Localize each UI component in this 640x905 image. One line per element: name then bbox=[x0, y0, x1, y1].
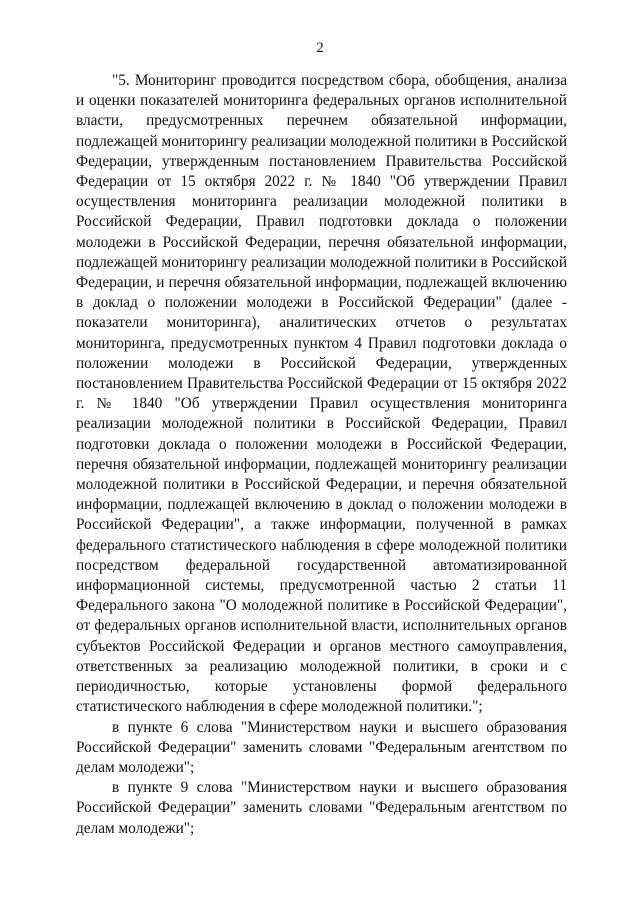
paragraph-amendment-point-9: в пункте 9 слова "Министерством науки и высшего образования Российской Федерации" заменить словами "Федеральным агентством по делам молодежи"; bbox=[76, 779, 567, 837]
document-body bbox=[76, 71, 567, 839]
paragraph-monitoring-definition: "5. Мониторинг проводится посредством сбора, обобщения, анализа и оценки показателей мониторинга федеральных органов исполнительной власти, предусмотренных перечнем обязательной информации, подлежащей мониторингу реализации молодежной политики в Российской Федерации, утвержденным постановлением Правительства Российской Федерации от 15 октября 2022 г. № 1840 "Об утверждении Правил осуществления мониторинга реализации молодежной политики в Российской Федерации, Правил подготовки доклада о положении молодежи в Российской Федерации, перечня обязательной информации, подлежащей мониторингу реализации молодежной политики в Российской Федерации, и перечня обязательной информации, подлежащей включению в доклад о положении молодежи в Российской Федерации" (далее - показатели мониторинга), аналитических отчетов о результатах мониторинга, предусмотренных пунктом 4 Правил подготовки доклада о положении молодежи в Российской Федерации, утвержденных постановлением Правительства Российской Федерации от 15 октября 2022 г. № 1840 "Об утверждении Правил осуществления мониторинга реализации молодежной политики в Российской Федерации, Правил подготовки доклада о положении молодежи в Российской Федерации, перечня обязательной информации, подлежащей мониторингу реализации молодежной политики в Российской Федерации, и перечня обязательной информации, подлежащей включению в доклад о положении молодежи в Российской Федерации", а также информации, полученной в рамках федерального статистического наблюдения в сфере молодежной политики посредством федеральной государственной автоматизированной информационной системы, предусмотренной частью 2 статьи 11 Федерального закона "О молодежной политике в Российской Федерации", от федеральных органов исполнительной власти, исполнительных органов субъектов Российской Федерации и органов местного самоуправления, ответственных за реализацию молодежной политики, в сроки и с периодичностью, которые установлены формой федерального статистического наблюдения в сфере молодежной политики."; bbox=[76, 72, 567, 716]
page-number: 2 bbox=[316, 40, 324, 56]
paragraph-amendment-point-6: в пункте 6 слова "Министерством науки и высшего образования Российской Федерации" заменить словами "Федеральным агентством по делам молодежи"; bbox=[76, 718, 567, 776]
